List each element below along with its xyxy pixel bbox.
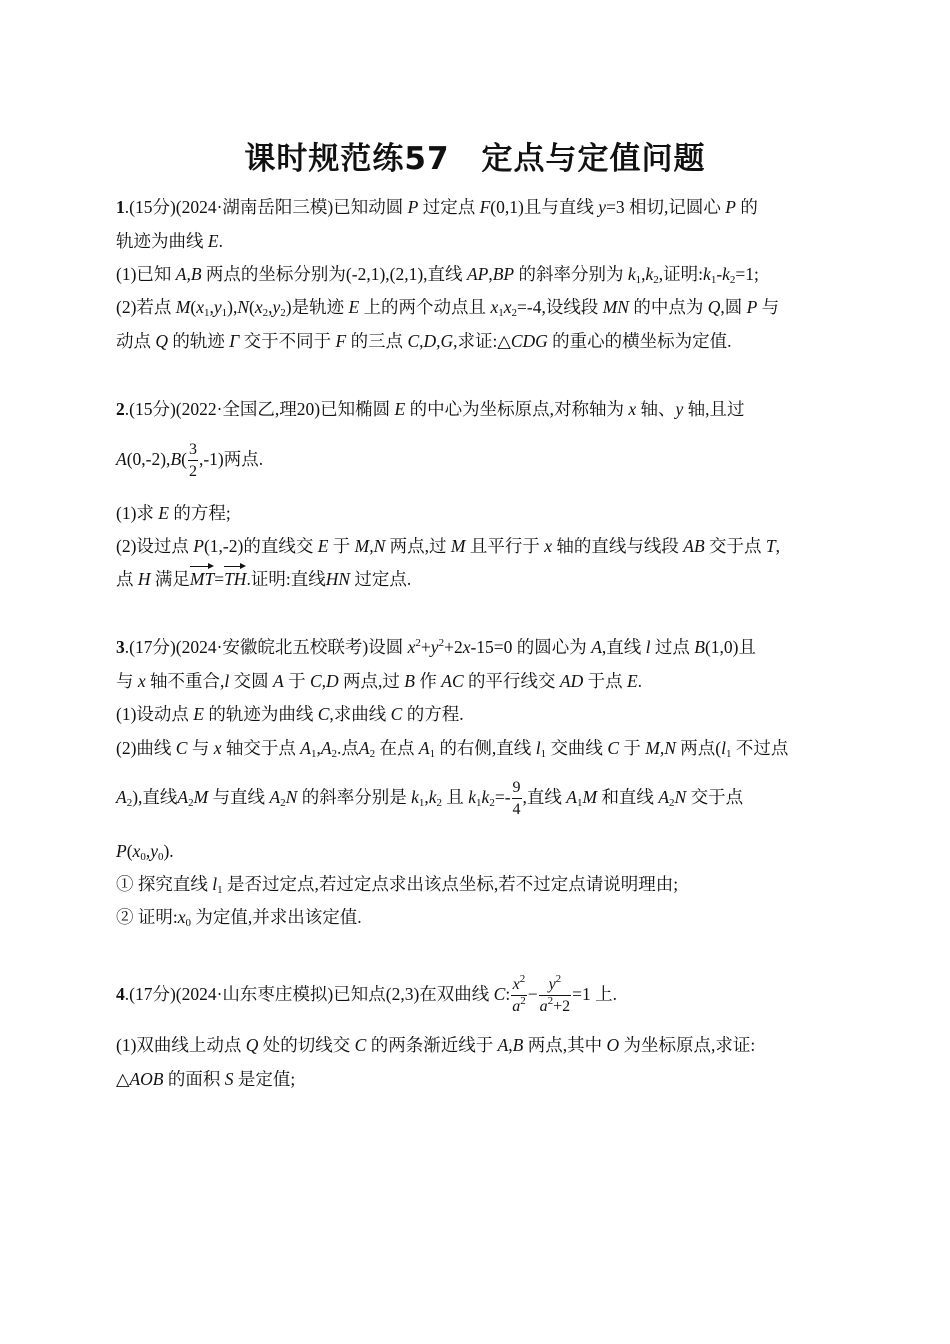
vector-MT: MT bbox=[189, 569, 215, 589]
var: x bbox=[628, 399, 637, 419]
text: 交于点 bbox=[709, 536, 762, 556]
sub: 2 bbox=[126, 797, 133, 809]
text: △ bbox=[116, 1069, 130, 1089]
var: AC bbox=[441, 671, 464, 691]
text: 轴,且过 bbox=[687, 399, 745, 419]
text: - bbox=[716, 264, 723, 284]
var: H bbox=[137, 569, 151, 589]
text: 于 bbox=[623, 738, 641, 758]
text: 上的两个动点且 bbox=[363, 297, 487, 317]
text: ,求曲线 bbox=[329, 704, 387, 724]
var: C,D,G bbox=[407, 331, 454, 351]
text: 已知动圆 bbox=[333, 197, 404, 217]
text: 交于不同于 bbox=[243, 331, 332, 351]
var: y bbox=[598, 197, 606, 217]
text: ). bbox=[163, 841, 174, 861]
var: P bbox=[116, 841, 127, 861]
score: .(17分) bbox=[124, 984, 176, 1004]
text: 满足 bbox=[154, 569, 190, 589]
text: 处的切线交 bbox=[262, 1035, 351, 1055]
text: (1,-2)的直线交 bbox=[203, 536, 314, 556]
var: N bbox=[674, 787, 687, 807]
sub: 1 bbox=[635, 274, 642, 286]
var: y bbox=[430, 637, 439, 657]
var: k bbox=[703, 264, 711, 284]
problem-3-q2-point: $P(x_0,y_0)$. bbox=[116, 841, 174, 863]
sub: 1 bbox=[429, 748, 436, 760]
problem-2-q2-cont bbox=[116, 568, 411, 590]
var: x bbox=[490, 297, 499, 317]
text: , bbox=[145, 841, 151, 861]
text: 的面积 bbox=[167, 1069, 221, 1089]
text: 的斜率分别为 bbox=[518, 264, 624, 284]
sub: 2 bbox=[331, 748, 338, 760]
var: MN bbox=[602, 297, 629, 317]
var: Q bbox=[155, 331, 169, 351]
sub: 1 bbox=[221, 307, 228, 319]
problem-1-q2-cont bbox=[116, 330, 732, 352]
text: 轨迹为曲线 bbox=[116, 231, 204, 251]
text: , bbox=[488, 264, 493, 284]
var: k bbox=[481, 787, 490, 807]
var: HN bbox=[325, 569, 351, 589]
text: 是定值; bbox=[237, 1069, 296, 1089]
var: x bbox=[177, 907, 186, 927]
text: : bbox=[505, 984, 511, 1004]
problem-2-q2: (2)设过点 P(1,-2)的直线交 E 于 M,N 两点,过 M 且平行于 x 轴的直线与线段 AB 交于点 T, bbox=[116, 536, 781, 556]
problem-number: 2 bbox=[116, 399, 125, 419]
var: E bbox=[193, 704, 204, 724]
vector-TH: TH bbox=[224, 569, 247, 589]
problem-1-q1 bbox=[116, 263, 759, 285]
sub: 2 bbox=[280, 797, 286, 809]
var: Q bbox=[245, 1035, 259, 1055]
sup: 2 bbox=[520, 994, 526, 1007]
var: A bbox=[300, 738, 311, 758]
sub: 0 bbox=[185, 917, 192, 929]
var: N bbox=[285, 787, 298, 807]
text: 交于点 bbox=[690, 787, 744, 807]
var: x bbox=[137, 671, 146, 691]
text: 轴交于点 bbox=[225, 738, 296, 758]
var: A,B bbox=[175, 264, 202, 284]
text: (1)求 bbox=[116, 503, 154, 523]
text: =3 相切,记圆心 bbox=[605, 197, 721, 217]
text: 的右侧,直线 bbox=[439, 738, 532, 758]
problem-number: 3 bbox=[116, 637, 125, 657]
fraction-x2-a2 bbox=[511, 972, 527, 1015]
var: l bbox=[721, 738, 726, 758]
text: (0,1)且与直线 bbox=[490, 197, 594, 217]
fraction-y2-a2plus2 bbox=[539, 972, 572, 1015]
sub: 1 bbox=[498, 307, 504, 319]
var: B bbox=[170, 449, 182, 469]
var: C bbox=[354, 1035, 367, 1055]
text: 过定点. bbox=[354, 569, 412, 589]
var: AP bbox=[466, 264, 489, 284]
var: AOB bbox=[129, 1069, 164, 1089]
var: A bbox=[320, 738, 332, 758]
text: 点 bbox=[116, 569, 134, 589]
var: M bbox=[450, 536, 466, 556]
text: 两点的坐标分别为(-2,1),(2,1),直线 bbox=[205, 264, 463, 284]
sub: 0 bbox=[157, 851, 164, 863]
var: A bbox=[177, 787, 189, 807]
text: 且平行于 bbox=[469, 536, 540, 556]
sub: 2 bbox=[369, 748, 376, 760]
text: , bbox=[424, 787, 429, 807]
problem-3-line-1: 3.(17分)(2024·安徽皖北五校联考)设圆 $x^2+y^2+2x-15=0$ 的圆心为 A,直线 l 过点 B(1,0)且 bbox=[116, 637, 756, 657]
score: .(17分) bbox=[124, 637, 176, 657]
var: A bbox=[418, 738, 430, 758]
text: 于点 bbox=[587, 671, 623, 691]
var: C bbox=[390, 704, 403, 724]
var: O bbox=[606, 1035, 620, 1055]
problem-2-q1 bbox=[116, 502, 231, 524]
var: x bbox=[512, 975, 520, 993]
text: 的重心的横坐标为定值. bbox=[552, 331, 732, 351]
var: F bbox=[335, 331, 347, 351]
var: x bbox=[196, 297, 204, 317]
var: CDG bbox=[510, 331, 548, 351]
sub: 1 bbox=[540, 748, 547, 760]
text: =-4,设线段 bbox=[517, 297, 599, 317]
text: =1; bbox=[735, 264, 759, 284]
sub: 2 bbox=[489, 797, 495, 809]
sub: 2 bbox=[511, 307, 517, 319]
var: E bbox=[626, 671, 638, 691]
text: 的中心为坐标原点,对称轴为 bbox=[409, 399, 624, 419]
fraction-3-2 bbox=[188, 442, 198, 480]
sub: 2 bbox=[436, 797, 443, 809]
text: 已知点(2,3)在双曲线 bbox=[333, 984, 490, 1004]
var: a bbox=[539, 997, 548, 1015]
var: A bbox=[591, 637, 602, 657]
text: ,-1)两点. bbox=[198, 449, 264, 469]
var: BP bbox=[492, 264, 515, 284]
problem-number: 4 bbox=[116, 984, 125, 1004]
text: . bbox=[218, 231, 223, 251]
problem-3-line-2: 与 x 轴不重合,l 交圆 A 于 C,D 两点,过 B 作 AC 的平行线交 AD 于点 E. bbox=[116, 671, 643, 691]
text: 的方程; bbox=[173, 503, 231, 523]
var: A,B bbox=[497, 1035, 524, 1055]
text: 作 bbox=[419, 671, 437, 691]
text: = bbox=[214, 569, 225, 589]
text: +2 bbox=[553, 997, 571, 1015]
text: 与 bbox=[761, 297, 780, 317]
sub: 1 bbox=[418, 797, 425, 809]
text: , bbox=[641, 264, 646, 284]
sub: 2 bbox=[188, 797, 194, 809]
var: l bbox=[535, 738, 541, 758]
sub: 2 bbox=[653, 274, 659, 286]
problem-3-c1 bbox=[116, 873, 678, 895]
text: 轴不重合, bbox=[150, 671, 225, 691]
var: l bbox=[224, 671, 230, 691]
text: 交曲线 bbox=[550, 738, 603, 758]
text: 的方程. bbox=[406, 704, 464, 724]
text: .证明:直线 bbox=[246, 569, 326, 589]
problem-number: 1 bbox=[116, 197, 125, 217]
var: F bbox=[479, 197, 491, 217]
text: − bbox=[527, 984, 538, 1004]
var: P bbox=[407, 197, 419, 217]
var: M bbox=[175, 297, 191, 317]
var: x bbox=[132, 841, 141, 861]
var: C bbox=[317, 704, 330, 724]
text: 于 bbox=[288, 671, 306, 691]
sub: 1 bbox=[203, 307, 210, 319]
var: C bbox=[607, 738, 619, 758]
var: E bbox=[158, 503, 169, 523]
var: x bbox=[213, 738, 222, 758]
sub: 1 bbox=[476, 797, 482, 809]
text: 且 bbox=[446, 787, 464, 807]
numerator: 9 bbox=[512, 780, 522, 799]
text: 两点( bbox=[680, 738, 722, 758]
text: (2)曲线 bbox=[116, 738, 172, 758]
sup: 2 bbox=[555, 972, 562, 985]
sub: 1 bbox=[576, 797, 583, 809]
fraction-9-4 bbox=[512, 780, 522, 818]
var: a bbox=[512, 997, 521, 1015]
text: ,圆 bbox=[720, 297, 743, 317]
numerator: 3 bbox=[188, 442, 198, 461]
text: (1,0)且 bbox=[704, 637, 756, 657]
text: 过点 bbox=[654, 637, 690, 657]
text: =1 上. bbox=[572, 984, 618, 1004]
score: .(15分) bbox=[124, 197, 176, 217]
text: 为坐标原点,求证: bbox=[623, 1035, 756, 1055]
var: AD bbox=[559, 671, 584, 691]
var: Q bbox=[707, 297, 721, 317]
var: l bbox=[645, 637, 651, 657]
text: ① 探究直线 bbox=[116, 874, 208, 894]
problem-1-q2: (2)若点 $M(x_1,y_1),N(x_2,y_2)$是轨迹 E 上的两个动点且 $x_1x_2=-4$,设线段 MN 的中点为 Q,圆 P 与 bbox=[116, 297, 780, 319]
var: P bbox=[193, 536, 204, 556]
text: ,证明: bbox=[658, 264, 704, 284]
text: (1)设动点 bbox=[116, 704, 189, 724]
text: 过定点 bbox=[422, 197, 476, 217]
text: 的轨迹 bbox=[172, 331, 225, 351]
text: 的 bbox=[740, 197, 758, 217]
var: E bbox=[207, 231, 219, 251]
var: y bbox=[150, 841, 158, 861]
var: M,N bbox=[645, 738, 676, 758]
var: A bbox=[658, 787, 670, 807]
text: 两点,过 bbox=[389, 536, 447, 556]
var: E bbox=[317, 536, 329, 556]
var: A bbox=[566, 787, 577, 807]
var: P bbox=[746, 297, 758, 317]
text: 的中点为 bbox=[633, 297, 704, 317]
var: A bbox=[116, 787, 127, 807]
text: (0,-2), bbox=[126, 449, 171, 469]
text: 与 bbox=[191, 738, 210, 758]
problem-2-line-2: A(0,-2),B( $\frac{3}{2}$ ,-1)两点. bbox=[116, 440, 264, 480]
text: 的轨迹为曲线 bbox=[208, 704, 314, 724]
problem-3-q2-cont bbox=[116, 778, 743, 818]
var: A bbox=[116, 449, 127, 469]
sub: 2 bbox=[262, 307, 269, 319]
var: C bbox=[493, 984, 506, 1004]
var: C,D bbox=[309, 671, 339, 691]
source: (2024·安徽皖北五校联考) bbox=[175, 637, 369, 657]
text: 为定值,并求出该定值. bbox=[195, 907, 362, 927]
text: ),直线 bbox=[132, 787, 178, 807]
text: 交圆 bbox=[233, 671, 269, 691]
text: 轴的直线与线段 bbox=[556, 536, 679, 556]
sup: 2 bbox=[519, 972, 526, 985]
text: 是否过定点,若过定点求出该点坐标,若不过定点请说明理由; bbox=[227, 874, 679, 894]
text: 和直线 bbox=[601, 787, 654, 807]
text: +2 bbox=[444, 637, 463, 657]
score: .(15分) bbox=[124, 399, 176, 419]
var: M bbox=[193, 787, 209, 807]
text: 与直线 bbox=[212, 787, 266, 807]
sub: 1 bbox=[725, 748, 732, 760]
text: -15=0 的圆心为 bbox=[470, 637, 587, 657]
problem-1-line-2 bbox=[116, 230, 223, 252]
var: T bbox=[765, 536, 776, 556]
var: k bbox=[411, 787, 419, 807]
var: C bbox=[175, 738, 188, 758]
var: N bbox=[237, 297, 250, 317]
var: x bbox=[462, 637, 471, 657]
sub: 1 bbox=[217, 884, 223, 896]
text: 的两条渐近线于 bbox=[370, 1035, 494, 1055]
sup: 2 bbox=[415, 637, 421, 649]
var: k bbox=[722, 264, 730, 284]
text: 设圆 bbox=[368, 637, 404, 657]
var: M,N bbox=[354, 536, 386, 556]
var: B bbox=[404, 671, 415, 691]
sub: 1 bbox=[310, 748, 317, 760]
text: ② 证明: bbox=[116, 907, 178, 927]
sup: 2 bbox=[438, 637, 445, 649]
source: (2024·湖南岳阳三模) bbox=[175, 197, 334, 217]
text: 已知椭圆 bbox=[320, 399, 391, 419]
var: x bbox=[544, 536, 553, 556]
text: ,直线 bbox=[601, 637, 642, 657]
var: Γ bbox=[229, 331, 240, 351]
var: B bbox=[694, 637, 705, 657]
var: E bbox=[394, 399, 406, 419]
var: k bbox=[428, 787, 437, 807]
problem-3-q2 bbox=[116, 737, 788, 759]
text: 与 bbox=[116, 671, 134, 691]
problem-4-q1 bbox=[116, 1034, 755, 1056]
text: =- bbox=[494, 787, 511, 807]
text: 于 bbox=[332, 536, 351, 556]
sub: 2 bbox=[729, 274, 736, 286]
var: x bbox=[407, 637, 416, 657]
var: y bbox=[548, 975, 556, 993]
var: AB bbox=[683, 536, 705, 556]
text: 在点 bbox=[379, 738, 415, 758]
sub: 1 bbox=[710, 274, 717, 286]
var: A bbox=[273, 671, 284, 691]
problem-1-line-1 bbox=[116, 196, 758, 218]
var: x bbox=[254, 297, 263, 317]
text: (1)已知 bbox=[116, 264, 172, 284]
var: E bbox=[348, 297, 360, 317]
text: 两点,其中 bbox=[527, 1035, 603, 1055]
var: l bbox=[212, 874, 218, 894]
denominator: 4 bbox=[512, 800, 521, 818]
sub: 0 bbox=[140, 851, 146, 863]
sup: 2 bbox=[547, 994, 554, 1007]
text: 轴、 bbox=[640, 399, 676, 419]
text: , bbox=[316, 738, 321, 758]
var: x bbox=[503, 297, 512, 317]
var: A bbox=[358, 738, 370, 758]
problem-3-c2 bbox=[116, 906, 362, 928]
text: (1)双曲线上动点 bbox=[116, 1035, 242, 1055]
text: (2)设过点 bbox=[116, 536, 189, 556]
text: 的三点 bbox=[350, 331, 404, 351]
var: k bbox=[645, 264, 654, 284]
source: (2022·全国乙,理20) bbox=[175, 399, 321, 419]
page-title: 课时规范练57 定点与定值问题 bbox=[244, 141, 706, 177]
text: 是轨迹 bbox=[291, 297, 345, 317]
text: 的平行线交 bbox=[468, 671, 556, 691]
problem-2-line-1 bbox=[116, 398, 745, 420]
var: k bbox=[627, 264, 636, 284]
denominator: 2 bbox=[188, 462, 197, 480]
text: ,求证:△ bbox=[453, 331, 511, 351]
text: ,直线 bbox=[522, 787, 562, 807]
problem-3-q1 bbox=[116, 703, 464, 725]
source: (2024·山东枣庄模拟) bbox=[175, 984, 334, 1004]
sub: 2 bbox=[669, 797, 675, 809]
text: 的斜率分别是 bbox=[301, 787, 407, 807]
text: 动点 bbox=[116, 331, 151, 351]
problem-4-line-1 bbox=[116, 972, 617, 1016]
text: .点 bbox=[337, 738, 359, 758]
var: A bbox=[269, 787, 281, 807]
problem-4-q1-cont bbox=[116, 1068, 295, 1090]
sub: 2 bbox=[280, 307, 286, 319]
text: (2)若点 bbox=[116, 297, 172, 317]
text: 两点,过 bbox=[343, 671, 400, 691]
var: k bbox=[468, 787, 477, 807]
var: y bbox=[675, 399, 684, 419]
var: M bbox=[582, 787, 598, 807]
var: S bbox=[224, 1069, 234, 1089]
text: 不过点 bbox=[735, 738, 789, 758]
var: P bbox=[725, 197, 736, 217]
